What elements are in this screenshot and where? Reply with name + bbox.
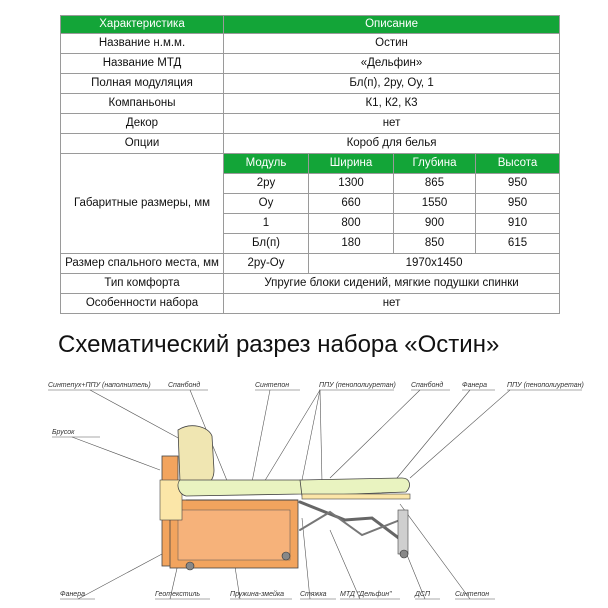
width-cell: 180 bbox=[309, 234, 394, 254]
back-cushion bbox=[178, 426, 214, 487]
label-geotextile: Геотекстиль bbox=[155, 591, 201, 598]
dimensions-column-module: Модуль bbox=[224, 154, 309, 174]
label-plywood-1: Фанера bbox=[462, 382, 487, 389]
table-row bbox=[61, 94, 560, 114]
sleeping-module: 2ру-Оу bbox=[224, 254, 309, 274]
row-label: Размер спального места, мм bbox=[61, 254, 224, 274]
sofa-cross-section-diagram bbox=[0, 370, 608, 608]
label-sintepon-1: Синтепон bbox=[255, 382, 290, 389]
row-label: Компаньоны bbox=[61, 94, 224, 114]
wheel-icon bbox=[186, 562, 194, 570]
module-cell: Бл(п) bbox=[224, 234, 309, 254]
depth-cell: 865 bbox=[394, 174, 476, 194]
row-label: Тип комфорта bbox=[61, 274, 224, 294]
section-caption: Схематический разрез набора «Остин» bbox=[58, 331, 500, 358]
comfort-row bbox=[61, 274, 560, 294]
height-cell: 950 bbox=[476, 194, 560, 214]
table-header-row bbox=[61, 16, 560, 34]
seat-cushion bbox=[178, 480, 306, 496]
row-label: Название МТД bbox=[61, 54, 224, 74]
extension-cushion bbox=[300, 478, 409, 496]
table-row bbox=[61, 54, 560, 74]
specification-table bbox=[60, 15, 560, 314]
dimensions-column-depth: Глубина bbox=[394, 154, 476, 174]
row-value: нет bbox=[224, 294, 560, 314]
label-ppu-1: ППУ (пенополиуретан) bbox=[319, 382, 396, 389]
label-sintepuh: Синтепух+ППУ (наполнитель) bbox=[48, 382, 151, 389]
row-value: Упругие блоки сидений, мягкие подушки спинки bbox=[224, 274, 560, 294]
wheel-icon bbox=[282, 552, 290, 560]
dimensions-header-row bbox=[61, 154, 560, 174]
sleeping-size: 1970х1450 bbox=[309, 254, 560, 274]
row-label: Декор bbox=[61, 114, 224, 134]
dimensions-column-width: Ширина bbox=[309, 154, 394, 174]
sleeping-row bbox=[61, 254, 560, 274]
height-cell: 910 bbox=[476, 214, 560, 234]
row-value: «Дельфин» bbox=[224, 54, 560, 74]
row-label: Полная модуляция bbox=[61, 74, 224, 94]
label-spanbond-2: Спанбонд bbox=[411, 382, 444, 389]
table-row bbox=[61, 134, 560, 154]
height-cell: 950 bbox=[476, 174, 560, 194]
extension-board bbox=[302, 494, 410, 499]
table-row bbox=[61, 34, 560, 54]
row-value: Остин bbox=[224, 34, 560, 54]
features-row bbox=[61, 294, 560, 314]
label-ppu-2: ППУ (пенополиуретан) bbox=[507, 382, 584, 389]
module-cell: Оу bbox=[224, 194, 309, 214]
wheel-icon bbox=[400, 550, 408, 558]
extension-leg bbox=[398, 510, 408, 554]
depth-cell: 1550 bbox=[394, 194, 476, 214]
dolphin-mechanism bbox=[300, 478, 410, 554]
header-characteristic: Характеристика bbox=[61, 16, 224, 34]
label-brusok: Брусок bbox=[52, 429, 75, 436]
label-stjazhka: Стяжка bbox=[300, 591, 327, 598]
depth-cell: 900 bbox=[394, 214, 476, 234]
label-spanbond-1: Спанбонд bbox=[168, 382, 201, 389]
row-value: Короб для белья bbox=[224, 134, 560, 154]
storage-box bbox=[178, 510, 290, 560]
height-cell: 615 bbox=[476, 234, 560, 254]
label-mtd-dolphin: МТД "Дельфин" bbox=[340, 591, 392, 598]
dimensions-label: Габаритные размеры, мм bbox=[61, 154, 224, 254]
label-spring: Пружина-змейка bbox=[230, 591, 285, 598]
width-cell: 800 bbox=[309, 214, 394, 234]
depth-cell: 850 bbox=[394, 234, 476, 254]
row-label: Название н.м.м. bbox=[61, 34, 224, 54]
label-sintepon-2: Синтепон bbox=[455, 591, 490, 598]
row-value: К1, К2, К3 bbox=[224, 94, 560, 114]
row-label: Опции bbox=[61, 134, 224, 154]
row-value: Бл(п), 2ру, Оу, 1 bbox=[224, 74, 560, 94]
label-plywood-2: Фанера bbox=[60, 591, 85, 598]
row-label: Особенности набора bbox=[61, 294, 224, 314]
table-row bbox=[61, 74, 560, 94]
width-cell: 660 bbox=[309, 194, 394, 214]
table-row bbox=[61, 114, 560, 134]
label-dsp: ДСП bbox=[415, 591, 431, 598]
dimensions-column-height: Высота bbox=[476, 154, 560, 174]
row-value: нет bbox=[224, 114, 560, 134]
module-cell: 1 bbox=[224, 214, 309, 234]
module-cell: 2ру bbox=[224, 174, 309, 194]
header-description: Описание bbox=[224, 16, 560, 34]
width-cell: 1300 bbox=[309, 174, 394, 194]
